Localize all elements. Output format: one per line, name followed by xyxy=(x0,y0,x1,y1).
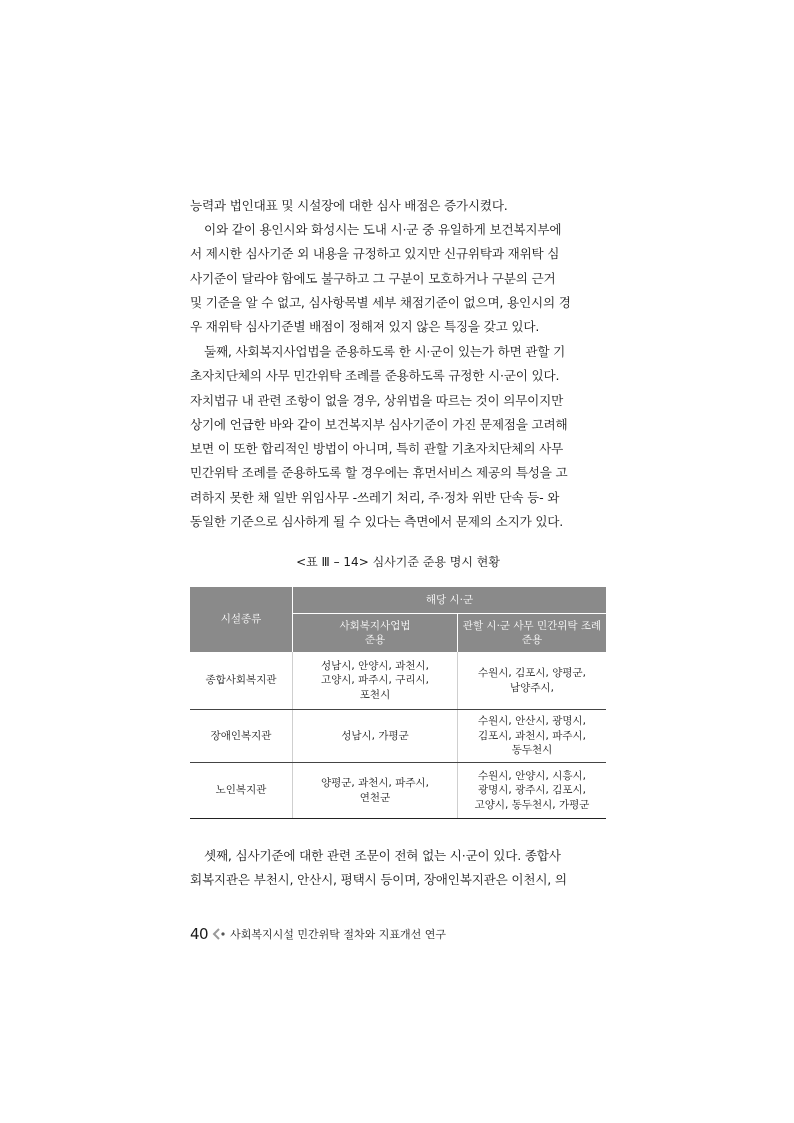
cell-facility-type: 노인복지관 xyxy=(190,763,293,819)
header-line: 준용 xyxy=(364,634,386,646)
text-line: 이와 같이 용인시와 화성시는 도내 시·군 중 유일하게 보건복지부에 xyxy=(204,222,562,237)
header-social-welfare-act xyxy=(293,614,458,653)
cell-ordinance-cities xyxy=(458,763,607,819)
criteria-table xyxy=(190,587,606,819)
table-caption: <표 Ⅲ – 14> 심사기준 준용 명시 현황 xyxy=(296,555,500,569)
footer-title: 사회복지시설 민간위탁 절차와 지표개선 연구 xyxy=(230,928,446,941)
text-line: 서 제시한 심사기준 외 내용을 규정하고 있지만 신규위탁과 재위탁 심 xyxy=(190,246,560,262)
text-line: 및 기준을 알 수 없고, 심사항목별 세부 채점기준이 없으며, 용인시의 경 xyxy=(190,294,571,310)
cell-line: 김포시, 과천시, 파주시, xyxy=(478,729,586,742)
cell-line: 광명시, 광주시, 김포시, xyxy=(478,784,586,797)
text-line: 자치법규 내 관련 조항이 없을 경우, 상위법을 따르는 것이 의무이지만 xyxy=(190,392,564,408)
header-line: 준용 xyxy=(521,634,543,646)
text-line: 동일한 기준으로 심사하게 될 수 있다는 측면에서 문제의 소지가 있다. xyxy=(190,514,564,530)
paragraph-intro xyxy=(190,194,606,218)
text-line: 셋째, 심사기준에 대한 관련 조문이 전혀 없는 시·군이 있다. 종합사 xyxy=(204,848,561,863)
cell-act-cities xyxy=(293,710,458,763)
paragraph-third-point xyxy=(190,844,606,893)
cell-facility-type: 종합사회복지관 xyxy=(190,652,293,710)
cell-line: 고양시, 동두천시, 가평군 xyxy=(474,798,590,811)
text-line: 둘째, 사회복지사업법을 준용하도록 한 시·군이 있는가 하면 관할 기 xyxy=(204,344,566,359)
cell-line: 수원시, 안양시, 시흥시, xyxy=(478,769,586,782)
paragraph-second-point xyxy=(190,340,606,534)
cell-act-cities xyxy=(293,763,458,819)
paragraph-yongin-hwaseong xyxy=(190,218,606,339)
cell-line: 성남시, 가평군 xyxy=(341,729,409,742)
header-line: 관할 시·군 사무 민간위탁 조례 xyxy=(462,619,602,632)
cell-line: 양평군, 과천시, 파주시, xyxy=(321,777,429,789)
table-row xyxy=(190,710,606,763)
header-cities-group: 해당 시·군 xyxy=(293,587,607,614)
text-line: 려하지 못한 채 일반 위임사무 -쓰레기 처리, 주·정차 위반 단속 등- 와 xyxy=(190,489,560,505)
cell-line: 남양주시, xyxy=(510,681,554,694)
cell-ordinance-cities xyxy=(458,710,607,763)
text-line: 회복지관은 부천시, 안산시, 평택시 등이며, 장애인복지관은 이천시, 의 xyxy=(190,872,567,888)
text-line: 초자치단체의 사무 민간위탁 조례를 준용하도록 규정한 시·군이 있다. xyxy=(190,368,560,384)
cell-line: 고양시, 파주시, 구리시, xyxy=(321,674,429,687)
header-local-ordinance xyxy=(458,614,607,653)
text-line: 능력과 법인대표 및 시설장에 대한 심사 배점은 증가시켰다. xyxy=(190,198,508,213)
page-footer xyxy=(190,924,446,944)
text-line: 보면 이 또한 합리적인 방법이 아니며, 특히 관할 기초자치단체의 사무 xyxy=(190,441,564,457)
cell-ordinance-cities xyxy=(458,652,607,710)
header-facility-type: 시설종류 xyxy=(190,587,293,652)
text-line: 우 재위탁 심사기준별 배점이 정해져 있지 않은 특징을 갖고 있다. xyxy=(190,319,540,335)
cell-line: 포천시 xyxy=(359,688,391,701)
cell-facility-type: 장애인복지관 xyxy=(190,710,293,763)
cell-line: 동두천시 xyxy=(511,744,553,757)
double-chevron-icon xyxy=(212,928,226,940)
cell-act-cities xyxy=(293,652,458,710)
page-number: 40 xyxy=(190,925,209,943)
text-line: 상기에 언급한 바와 같이 보건복지부 심사기준이 가진 문제점을 고려해 xyxy=(190,416,568,432)
cell-line: 수원시, 안산시, 광명시, xyxy=(478,715,586,728)
header-line: 사회복지사업법 xyxy=(339,619,411,632)
cell-line: 성남시, 안양시, 과천시, xyxy=(321,659,429,672)
cell-line: 수원시, 김포시, 양평군, xyxy=(478,667,586,679)
table-row xyxy=(190,652,606,710)
text-line: 민간위탁 조례를 준용하도록 할 경우에는 휴먼서비스 제공의 특성을 고 xyxy=(190,465,568,481)
text-line: 사기준이 달라야 함에도 불구하고 그 구분이 모호하거나 구분의 근거 xyxy=(190,270,556,286)
cell-line: 연천군 xyxy=(359,791,391,804)
table-row xyxy=(190,763,606,819)
